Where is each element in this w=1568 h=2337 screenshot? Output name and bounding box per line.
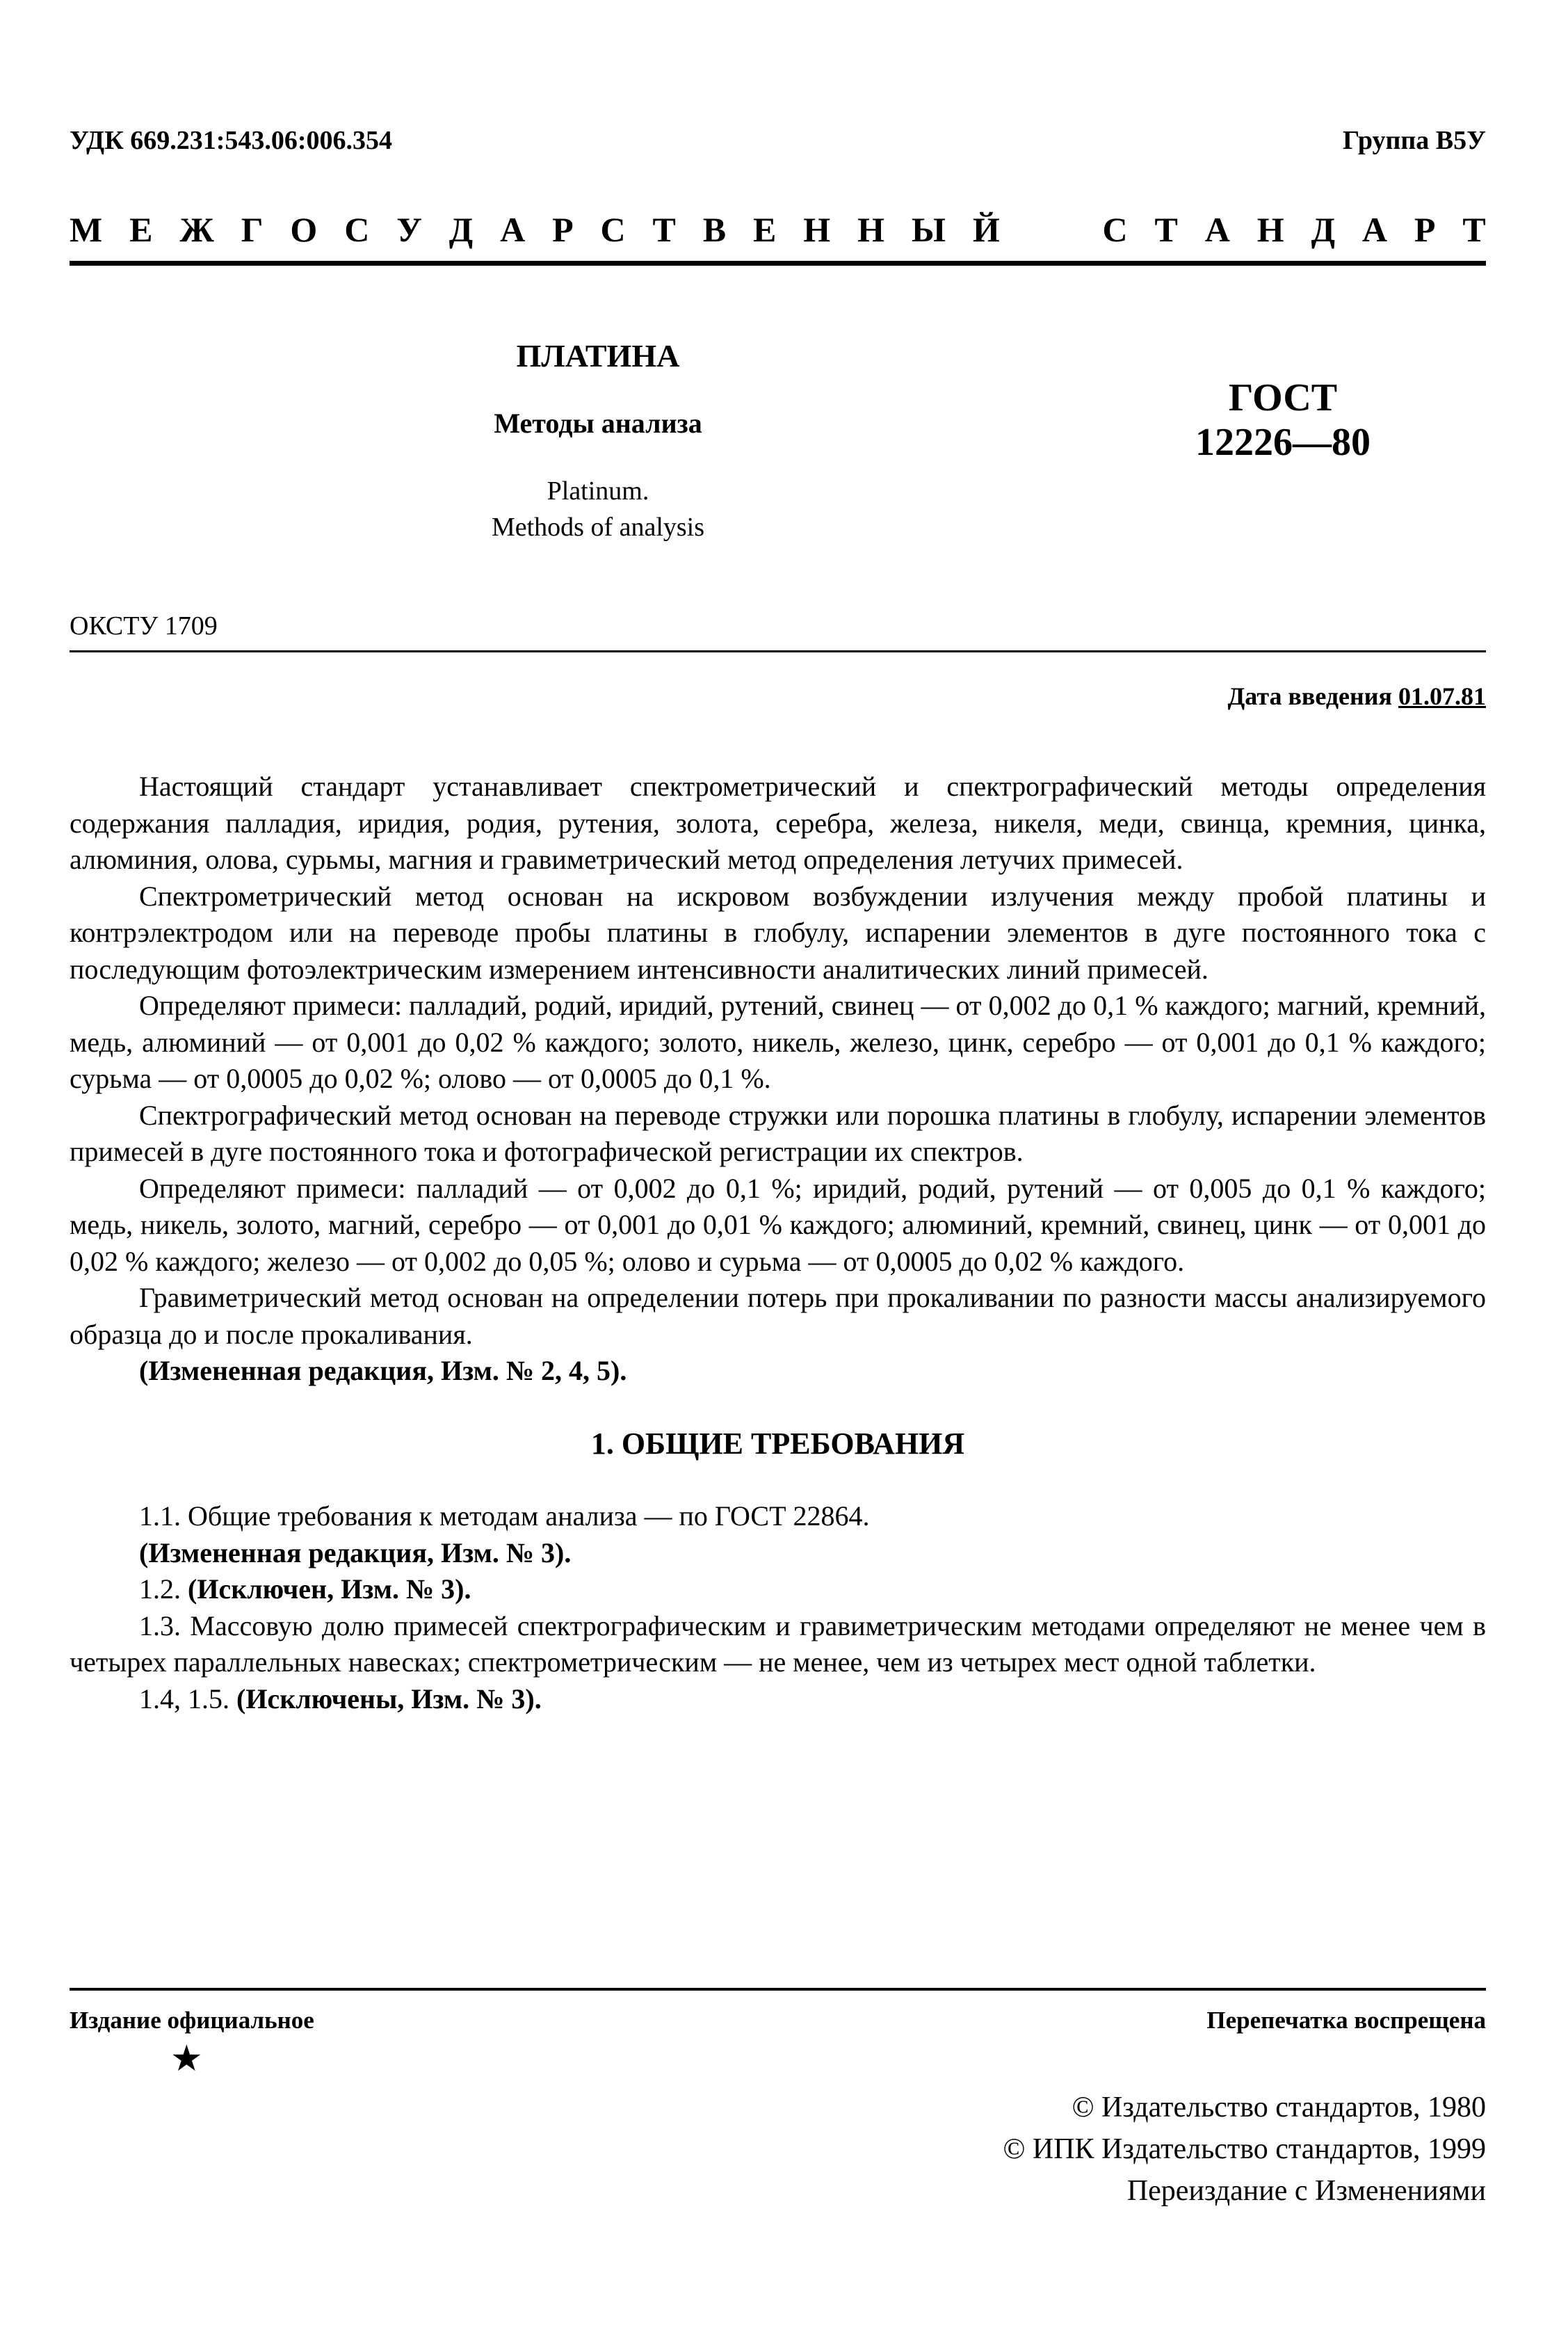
heading-letter: Е (129, 210, 153, 249)
heading-letter: В (702, 210, 727, 249)
heading-letter: Д (448, 210, 474, 249)
introduction-date (1228, 682, 1487, 711)
gost-word: ГОСТ (1228, 376, 1338, 419)
gost-number: 12226—80 (1195, 421, 1371, 464)
udk-code: УДК 669.231:543.06:006.354 (70, 126, 393, 155)
clause-text: Общие требования к методам анализа — по ГОСТ 22864. (181, 1500, 870, 1532)
heading-letter: Г (241, 210, 264, 249)
heading-letter: Н (857, 210, 884, 249)
okstu-code: ОКСТУ 1709 (70, 611, 218, 641)
heading-letter: Т (1462, 210, 1486, 249)
date-value: 01.07.81 (1398, 682, 1486, 710)
clause-1-3 (70, 1608, 1486, 1681)
english-title (389, 473, 807, 545)
paragraph: Настоящий стандарт устанавливает спектрометрический и спектрографический методы определения содержания палладия, иридия, родия, рутения, золота, серебра, железа, никеля, меди, свинца, кремния, цинка, алюминия, олова, сурьмы, магния и гравиметрический метод определения летучих примесей. (70, 771, 1486, 875)
heading-letter: А (1204, 210, 1230, 249)
clause-text: Массовую долю примесей спектрографическим и гравиметрическим методами определяют не менее чем в четырех параллельных навесках; спектрометрическим — не менее, чем из четырех мест одной таблетки. (70, 1609, 1486, 1678)
reissue-line: Переиздание с Изменениями (1126, 2175, 1486, 2207)
heading-letter: М (70, 210, 103, 249)
section-title: 1. ОБЩИЕ ТРЕБОВАНИЯ (590, 1426, 965, 1461)
standard-subtitle: Методы анализа (494, 408, 702, 439)
clause-1-4-1-5 (70, 1681, 1486, 1718)
clause-number: 1.2. (139, 1573, 188, 1605)
english-subtitle: Methods of analysis (491, 513, 705, 542)
heading-letter: О (290, 210, 318, 249)
heading-letter: С (344, 210, 370, 249)
heading-letter: У (396, 210, 422, 249)
english-name: Platinum. (547, 476, 649, 506)
heading-letter: Й (972, 210, 1000, 249)
paragraph: Определяют примеси: палладий, родий, иридий, рутений, свинец — от 0,002 до 0,1 % каждого; магний, кремний, медь, алюминий — от 0,001 до 0,02 % каждого; золото, никель, железо, цинк, серебро — от 0,001 до 0,1 % каждого; сурьма — от 0,0005 до 0,02 %; олово — от 0,0005 до 0,1 %. (70, 990, 1486, 1094)
heading-letter: Р (552, 210, 574, 249)
heading-letter: Н (1256, 210, 1284, 249)
word-gap (1027, 209, 1076, 250)
copyright-line: © Издательство стандартов, 1980 (1072, 2091, 1486, 2123)
amendment-note: (Исключен, Изм. № 3). (188, 1573, 471, 1605)
reprint-prohibited-label: Перепечатка воспрещена (1206, 2007, 1486, 2034)
footer-rule (70, 1988, 1486, 1991)
heading-letter: С (600, 210, 626, 249)
header-rule (70, 261, 1486, 266)
okstu-rule (70, 650, 1486, 652)
heading-letter: Ы (911, 210, 946, 249)
star-icon: ★ (170, 2039, 203, 2079)
heading-letter: А (500, 210, 526, 249)
heading-letter: Т (652, 210, 676, 249)
standard-title: ПЛАТИНА (516, 338, 680, 374)
clause-number: 1.3. (139, 1609, 181, 1641)
clause-number: 1.4, 1.5. (139, 1683, 236, 1714)
amendment-note: (Измененная редакция, Изм. № 3). (139, 1536, 572, 1568)
heading-letter: Т (1154, 210, 1178, 249)
paragraph: Гравиметрический метод основан на определении потерь при прокаливании по разности массы анализируемого образца до и после прокаливания. (70, 1282, 1486, 1350)
copyright-line: © ИПК Издательство стандартов, 1999 (1003, 2133, 1486, 2165)
heading-letter: С (1102, 210, 1128, 249)
copyright-block (1003, 2087, 1486, 2212)
heading-letter: Н (803, 210, 831, 249)
paragraph: Спектрографический метод основан на переводе стружки или порошка платины в глобулу, испарении элементов примесей в дуге постоянного тока и фотографической регистрации их спектров. (70, 1099, 1486, 1167)
amendment-note: (Измененная редакция, Изм. № 2, 4, 5). (139, 1355, 627, 1386)
heading-letter: А (1361, 210, 1387, 249)
clause-number: 1.1. (139, 1500, 181, 1532)
group-code: Группа В5У (1343, 126, 1486, 155)
official-edition-label: Издание официальное (70, 2007, 314, 2034)
heading-letter: Е (753, 210, 777, 249)
heading-letter: Р (1414, 210, 1436, 249)
clause-1-2 (70, 1571, 1486, 1608)
document-body (70, 769, 1486, 1717)
interstate-standard-heading (70, 209, 1486, 250)
heading-letter: Ж (179, 210, 214, 249)
gost-designation (1126, 376, 1439, 465)
amendment-note: (Исключены, Изм. № 3). (236, 1683, 542, 1714)
clause-1-1 (70, 1498, 1486, 1535)
paragraph: Спектрометрический метод основан на искровом возбуждении излучения между пробой платины и контрэлектродом или на переводе пробы платины в глобулу, испарении элементов в дуге постоянного тока с последующим фотоэлектрическим измерением интенсивности аналитических линий примесей. (70, 880, 1486, 985)
paragraph: Определяют примеси: палладий — от 0,002 до 0,1 %; иридий, родий, рутений — от 0,005 до 0,1 % каждого; медь, никель, золото, магний, серебро — от 0,001 до 0,01 % каждого; алюминий, кремний, свинец, цинк — от 0,001 до 0,02 % каждого; железо — от 0,002 до 0,05 %; олово и сурьма — от 0,0005 до 0,02 % каждого. (70, 1172, 1486, 1277)
heading-letter: Д (1311, 210, 1335, 249)
date-label: Дата введения (1227, 682, 1398, 710)
